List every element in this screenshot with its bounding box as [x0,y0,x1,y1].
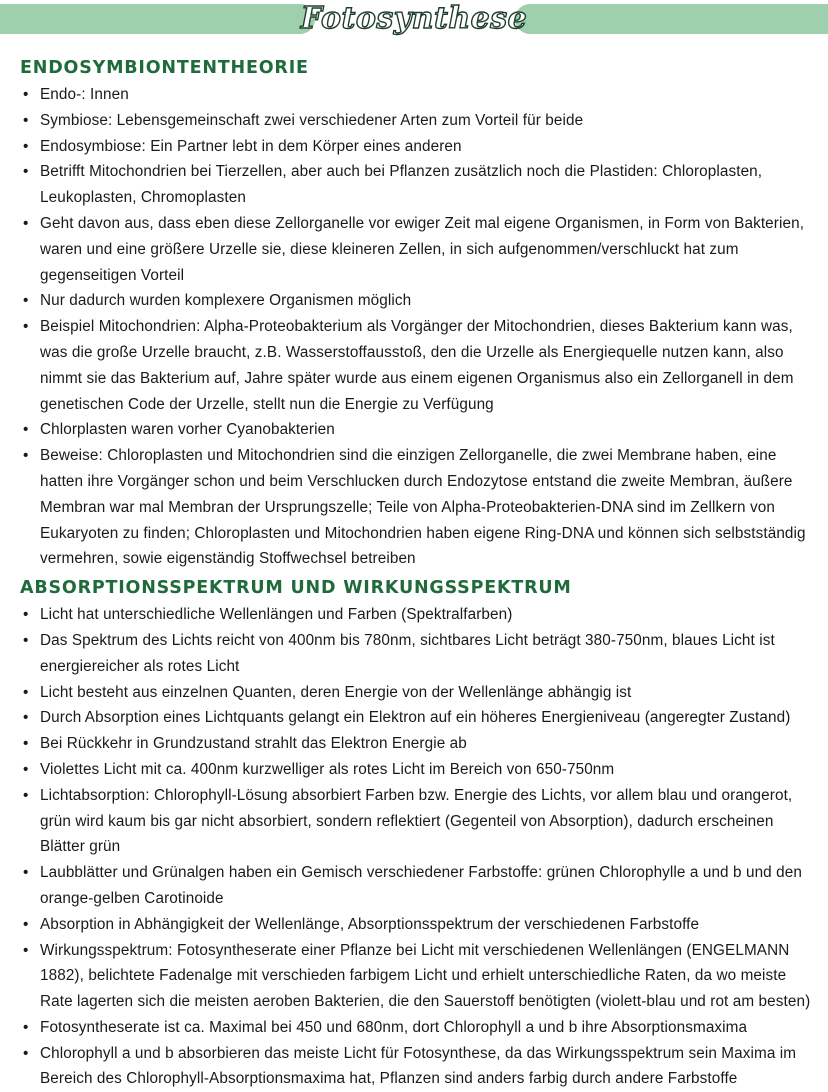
list-item: • Beispiel Mitochondrien: Alpha-Proteobakterium als Vorgänger der Mitochondrien, dieses Bakterium kann was, was die große Urzelle braucht, z.B. Wasserstoffausstoß, den die Urzelle als Energiequelle nutzen kann, also nimmt sie das Bakterium auf, Jahre später wurde aus einem eigenen Organismus also ein Zellorganell in dem genetischen Code der Urzelle, stellt nun die Energie zu Verfügung [20,314,815,417]
list-item: • Endosymbiose: Ein Partner lebt in dem Körper eines anderen [20,134,815,160]
list-item: • Fotosyntheserate ist ca. Maximal bei 450 und 680nm, dort Chlorophyll a und b ihre Absorptionsmaxima [20,1015,815,1041]
list-item: • Lichtabsorption: Chlorophyll-Lösung absorbiert Farben bzw. Energie des Lichts, vor allem blau und orangerot, grün wird kaum bis gar nicht absorbiert, sondern reflektiert (Gegenteil von Absorption), dadurch erscheinen Blätter grün [20,783,815,860]
section-heading-endosymbiontentheorie: ENDOSYMBIONTENTHEORIE [20,58,309,78]
list-item: • Absorption in Abhängigkeit der Wellenlänge, Absorptionsspektrum der verschiedenen Farbstoffe [20,912,815,938]
list-item: • Endo-: Innen [20,82,815,108]
list-item: • Violettes Licht mit ca. 400nm kurzwelliger als rotes Licht im Bereich von 650-750nm [20,757,815,783]
list-item: • Wirkungsspektrum: Fotosyntheserate einer Pflanze bei Licht mit verschiedenen Wellenlängen (ENGELMANN 1882), belichtete Fadenalge mit verschieden farbigem Licht und erhielt unterschiedliche Raten, da wo meiste Rate lagerten sich die meisten aeroben Bakterien, die den Sauerstoff benötigten (violett-blau und rot am besten) [20,938,815,1015]
list-item: • Chlorophyll a und b absorbieren das meiste Licht für Fotosynthese, da das Wirkungsspektrum sein Maxima im Bereich des Chlorophyll-Absorptionsmaxima hat, Pflanzen sind anders farbig durch andere Farbstoffe [20,1041,815,1092]
list-item: • Das Spektrum des Lichts reicht von 400nm bis 780nm, sichtbares Licht beträgt 380-750nm, blaues Licht ist energiereicher als rotes Licht [20,628,815,680]
list-item: • Beweise: Chloroplasten und Mitochondrien sind die einzigen Zellorganelle, die zwei Membrane haben, eine hatten ihre Vorgänger schon und beim Verschlucken durch Endozytose entstand die zweite Membran, äußere Membran war mal Membran der Ursprungszelle; Teile von Alpha-Proteobakterien-DNA sind im Zellkern von Eukaryoten zu finden; Chloroplasten und Mitochondrien haben eigene Ring-DNA und können sich selbstständig vermehren, sowie eigenständig Stoffwechsel betreiben [20,443,815,572]
list-item: • Geht davon aus, dass eben diese Zellorganelle vor ewiger Zeit mal eigene Organismen, in Form von Bakterien, waren und eine größere Urzelle sie, diese kleineren Zellen, in sich aufgenommen/verschluckt hat zum gegenseitigen Vorteil [20,211,815,288]
list-item: • Betrifft Mitochondrien bei Tierzellen, aber auch bei Pflanzen zusätzlich noch die Plastiden: Chloroplasten, Leukoplasten, Chromoplasten [20,159,815,211]
list-item: • Chlorplasten waren vorher Cyanobakterien [20,417,815,443]
list-item: • Bei Rückkehr in Grundzustand strahlt das Elektron Energie ab [20,731,815,757]
list-item: • Symbiose: Lebensgemeinschaft zwei verschiedener Arten zum Vorteil für beide [20,108,815,134]
bullet-list-spektrum [20,602,815,1092]
list-item: • Nur dadurch wurden komplexere Organismen möglich [20,288,815,314]
list-item: • Durch Absorption eines Lichtquants gelangt ein Elektron auf ein höheres Energieniveau (angeregter Zustand) [20,705,815,731]
document-body [20,56,815,1092]
bullet-list-endosymbiontentheorie [20,82,815,572]
section-heading-spektrum: ABSORPTIONSSPEKTRUM UND WIRKUNGSSPEKTRUM [20,578,572,599]
list-item: • Licht hat unterschiedliche Wellenlängen und Farben (Spektralfarben) [20,602,815,628]
page-title: Fotosynthese [300,1,528,36]
list-item: • Laubblätter und Grünalgen haben ein Gemisch verschiedener Farbstoffe: grünen Chlorophylle a und b und den orange-gelben Carotinoide [20,860,815,912]
list-item: • Licht besteht aus einzelnen Quanten, deren Energie von der Wellenlänge abhängig ist [20,680,815,706]
